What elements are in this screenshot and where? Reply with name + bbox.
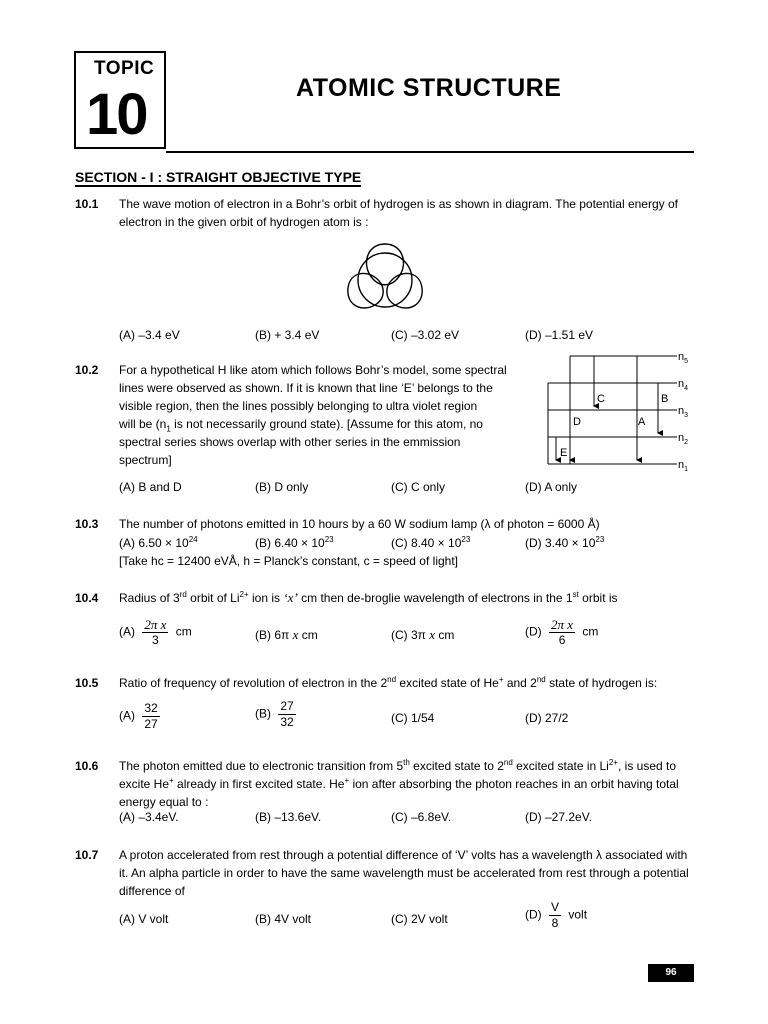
question-line: visible region, then the lines possibly belonging to ultra violet region — [119, 399, 478, 413]
level-label: n — [678, 405, 685, 417]
option-b[interactable]: (B) 4V volt — [255, 912, 312, 926]
question-number: 10.3 — [75, 517, 99, 531]
level-label: n — [678, 351, 685, 363]
transition-label-c: C — [597, 393, 605, 405]
question-number: 10.6 — [75, 759, 99, 773]
option-b[interactable]: (B) $6.40 \times 10^{23}$ — [255, 535, 334, 550]
bohr-orbit-wave-diagram — [340, 240, 430, 315]
option-a[interactable]: (A) V volt — [119, 912, 169, 926]
question-number: 10.1 — [75, 197, 99, 211]
question-text — [119, 846, 695, 900]
option-a[interactable]: (A) $\frac{32}{27}$ — [119, 701, 158, 731]
level-label: n — [678, 432, 685, 444]
option-b[interactable]: (B) D only — [255, 480, 309, 494]
option-c[interactable]: (C) –6.8eV. — [391, 810, 452, 824]
question-line: The wave motion of electron in a Bohr’s orbit of hydrogen is as shown in diagram. The potential energy of — [119, 197, 678, 211]
question-number: 10.2 — [75, 363, 99, 377]
option-d[interactable]: (D) $\frac{\text{2π x}}{6}$ cm — [525, 617, 599, 647]
level-label: n — [678, 378, 685, 390]
question-text: The number of photons emitted in 10 hours by a 60 W sodium lamp (λ of photon = 6000 Å) — [119, 517, 600, 531]
question-line: will be ($n_1$ is not necessarily ground state). [Assume for this atom, no — [119, 417, 483, 434]
question-line: excite He+ already in first excited state. He+ ion after absorbing the photon reaches in an orbit having total — [119, 776, 679, 791]
question-line: A proton accelerated from rest through a potential difference of ‘V’ volts has a wavelength λ associated with — [119, 848, 688, 862]
option-d[interactable]: (D) A only — [525, 480, 578, 494]
fraction: $\frac{32}{27}$ — [144, 701, 158, 731]
question-line: spectral series shows overlap with other series in the emmission — [119, 435, 461, 449]
question-line: spectrum] — [119, 453, 172, 467]
svg-text:n3 — [678, 405, 688, 419]
topic-box — [74, 51, 166, 149]
option-b[interactable]: (B) $\frac{27}{32}$ — [255, 699, 294, 729]
option-a[interactable]: (A) B and D — [119, 480, 182, 494]
fraction: $\frac{\text{2π x}}{6}$ — [551, 617, 574, 647]
option-d[interactable]: (D) $3.40 \times 10^{23}$ — [525, 535, 605, 550]
energy-level-diagram — [540, 345, 700, 475]
question-text — [119, 757, 695, 811]
option-d[interactable]: (D) $\frac{V}{8}$ volt — [525, 900, 588, 930]
question-line: electron in the given orbit of hydrogen atom is : — [119, 215, 369, 229]
level-label: n — [678, 459, 685, 471]
section-heading: SECTION - I : STRAIGHT OBJECTIVE TYPE — [75, 169, 362, 185]
question-text — [119, 195, 695, 231]
question-text: Radius of 3rd orbit of $Li^{2+}$ ion is ‘x’ cm then de-broglie wavelength of electrons in the 1st orbit is — [119, 590, 618, 605]
question-line: it. An alpha particle in order to have the same wavelength must be accelerated from rest through a potential — [119, 866, 689, 880]
question-line: lines were observed as shown. If it is known that line ‘E’ belongs to the — [119, 381, 493, 395]
level-subscript: 2 — [684, 439, 689, 446]
option-a[interactable]: (A) –3.4 eV — [119, 328, 180, 342]
svg-text:n2 — [678, 432, 688, 446]
question-number: 10.5 — [75, 676, 99, 690]
question-line: For a hypothetical H like atom which follows Bohr’s model, some spectral — [119, 363, 507, 377]
question-line: difference of — [119, 884, 185, 898]
option-d[interactable]: (D) 27/2 — [525, 711, 569, 725]
option-a[interactable]: (A) –3.4eV. — [119, 810, 179, 824]
svg-text:n5 — [678, 351, 688, 365]
option-a[interactable]: (A) $6.50 \times 10^{24}$ — [119, 535, 198, 550]
transition-label-d: D — [573, 416, 581, 428]
svg-text:n1 — [678, 459, 688, 473]
option-c[interactable]: (C) C only — [391, 480, 446, 494]
svg-text:n4 — [678, 378, 688, 392]
option-c[interactable]: (C) –3.02 eV — [391, 328, 460, 342]
question-note: [Take hc = 12400 eVÅ, h = Planck’s constant, c = speed of light] — [119, 554, 458, 568]
page-number: 96 — [648, 964, 694, 982]
level-subscript: 4 — [684, 385, 689, 392]
question-text: Ratio of frequency of revolution of electron in the 2nd excited state of He+ and 2nd state of hydrogen is: — [119, 675, 658, 690]
question-line: The photon emitted due to electronic transition from 5th excited state to 2nd excited state in $Li^{2+}$, is used to — [119, 758, 677, 773]
level-subscript: 5 — [684, 358, 689, 365]
option-b[interactable]: (B) + 3.4 eV — [255, 328, 320, 342]
fraction: $\frac{V}{8}$ — [551, 900, 560, 930]
option-c[interactable]: (C) 3π x cm — [391, 627, 455, 642]
option-d[interactable]: (D) –1.51 eV — [525, 328, 594, 342]
transition-label-e: E — [560, 447, 568, 459]
header-rule — [166, 151, 694, 153]
transition-label-b: B — [661, 393, 669, 405]
option-c[interactable]: (C) 1/54 — [391, 711, 435, 725]
fraction: $\frac{27}{32}$ — [280, 699, 294, 729]
option-d[interactable]: (D) –27.2eV. — [525, 810, 592, 824]
option-b[interactable]: (B) 6π x cm — [255, 627, 318, 642]
question-number: 10.4 — [75, 591, 99, 605]
section-underline — [75, 185, 361, 187]
option-a[interactable]: (A) $\frac{\text{2π x}}{3}$ cm — [119, 617, 192, 647]
topic-label: TOPIC — [94, 58, 155, 79]
level-subscript: 1 — [684, 466, 689, 473]
option-b[interactable]: (B) –13.6eV. — [255, 810, 322, 824]
transition-label-a: A — [638, 416, 646, 428]
question-line: energy equal to : — [119, 795, 209, 809]
question-number: 10.7 — [75, 848, 99, 862]
page-title: ATOMIC STRUCTURE — [296, 74, 562, 102]
option-c[interactable]: (C) $8.40 \times 10^{23}$ — [391, 535, 471, 550]
level-subscript: 3 — [684, 412, 689, 419]
topic-number: 10 — [86, 82, 147, 147]
option-c[interactable]: (C) 2V volt — [391, 912, 448, 926]
fraction: $\frac{\text{2π x}}{3}$ — [144, 617, 167, 647]
question-text — [119, 361, 514, 469]
